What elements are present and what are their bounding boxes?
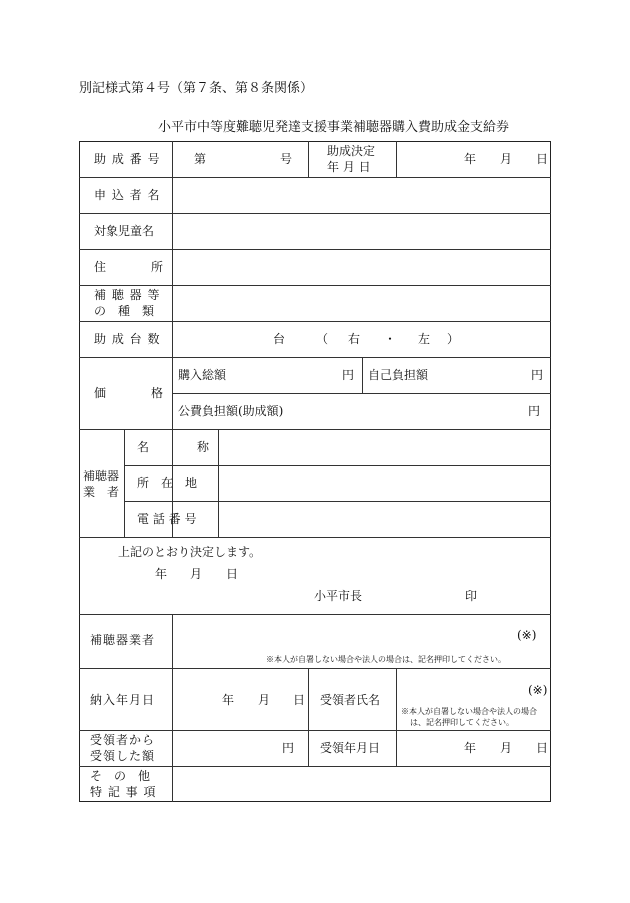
received-amount-label-1: 受領者から: [90, 733, 156, 747]
decision-date-month: 月: [500, 152, 513, 166]
row-divider: [124, 465, 551, 466]
col-divider: [362, 357, 363, 393]
price-label-2: 格: [151, 386, 164, 400]
recipient-note-1: ※本人が自署しない場合や法人の場合: [401, 707, 537, 716]
units-label: 助 成 台 数: [94, 332, 161, 346]
row-divider: [79, 213, 551, 214]
row-divider: [79, 321, 551, 322]
delivery-day: 日: [293, 693, 306, 707]
units-unit: 台: [273, 332, 286, 346]
dealer-name-label-1: 名: [137, 440, 150, 454]
delivery-month: 月: [258, 693, 271, 707]
received-month: 月: [500, 741, 513, 755]
received-date-label: 受領年月日: [320, 741, 381, 755]
dealer-name-label-2: 称: [197, 440, 210, 454]
row-divider: [79, 357, 551, 358]
decision-date-year: 年: [464, 152, 477, 166]
decision-day: 日: [226, 567, 239, 581]
paren-close: ）: [447, 332, 460, 346]
row-divider: [79, 177, 551, 178]
row-divider: [79, 730, 551, 731]
col-divider: [218, 429, 219, 537]
row-divider: [79, 429, 551, 430]
delivery-date-label: 納入年月日: [90, 693, 156, 707]
price-label-1: 価: [94, 386, 107, 400]
applicant-label: 申 込 者 名: [94, 188, 161, 202]
decision-date-label-2: 年 月 日: [327, 160, 371, 174]
public-burden-yen: 円: [528, 404, 541, 418]
dealer-location-label: 所 在 地: [137, 476, 198, 490]
decision-date-day: 日: [536, 152, 549, 166]
row-divider: [79, 249, 551, 250]
received-amount-label-2: 受領した額: [90, 749, 156, 763]
row-divider: [79, 285, 551, 286]
col-divider: [172, 614, 173, 802]
address-label-2: 所: [151, 260, 164, 274]
row-divider: [79, 668, 551, 669]
row-divider: [79, 537, 551, 538]
col-divider: [396, 141, 397, 177]
decision-text: 上記のとおり決定します。: [118, 545, 262, 559]
left-label: 左: [418, 332, 431, 346]
total-purchase-yen: 円: [342, 368, 355, 382]
received-day: 日: [536, 741, 549, 755]
hearing-aid-type-label-2: の 種 類: [94, 304, 155, 318]
self-burden-yen: 円: [531, 368, 544, 382]
mayor-label: 小平市長: [314, 589, 363, 603]
recipient-mark: (※): [528, 683, 548, 697]
total-purchase-label: 購入総額: [178, 368, 227, 382]
decision-date-label-1: 助成決定: [327, 144, 376, 158]
dealer-sign-label: 補聴器業者: [90, 633, 156, 647]
decision-month: 月: [190, 567, 203, 581]
grant-number-suffix: 号: [280, 152, 293, 166]
row-divider: [172, 393, 551, 394]
received-year: 年: [464, 741, 477, 755]
received-amount-yen: 円: [282, 741, 295, 755]
row-divider: [124, 501, 551, 502]
grant-number-prefix: 第: [194, 152, 207, 166]
mayor-seal: 印: [465, 589, 478, 603]
self-burden-label: 自己負担額: [368, 368, 429, 382]
grant-number-label: 助 成 番 号: [94, 152, 161, 166]
other-label-1: そ の 他: [90, 769, 151, 783]
recipient-note-2: は、記名押印してください。: [410, 718, 514, 727]
row-divider: [79, 614, 551, 615]
hearing-aid-type-label-1: 補 聴 器 等: [94, 288, 161, 302]
form-title: 小平市中等度難聴児発達支援事業補聴器購入費助成金支給券: [158, 120, 510, 135]
col-divider: [308, 668, 309, 766]
dealer-phone-label: 電 話 番 号: [137, 512, 197, 526]
dealer-sign-mark: (※): [517, 628, 537, 642]
recipient-name-label: 受領者氏名: [320, 693, 381, 707]
row-divider: [79, 766, 551, 767]
dot-separator: ・: [384, 332, 397, 346]
public-burden-label: 公費負担額(助成額): [178, 404, 284, 418]
dealer-label-1: 補聴器: [83, 469, 120, 483]
right-label: 右: [348, 332, 361, 346]
dealer-sign-note: ※本人が自署しない場合や法人の場合は、記名押印してください。: [266, 655, 506, 664]
form-number: 別記様式第４号（第７条、第８条関係）: [79, 81, 314, 96]
col-divider: [396, 668, 397, 766]
col-divider: [124, 429, 125, 537]
child-label: 対象児童名: [94, 224, 155, 238]
other-label-2: 特 記 事 項: [90, 785, 157, 799]
paren-open: （: [316, 332, 329, 346]
delivery-year: 年: [222, 693, 235, 707]
dealer-label-2: 業 者: [83, 485, 120, 499]
address-label-1: 住: [94, 260, 107, 274]
col-divider: [308, 141, 309, 177]
decision-year: 年: [155, 567, 168, 581]
